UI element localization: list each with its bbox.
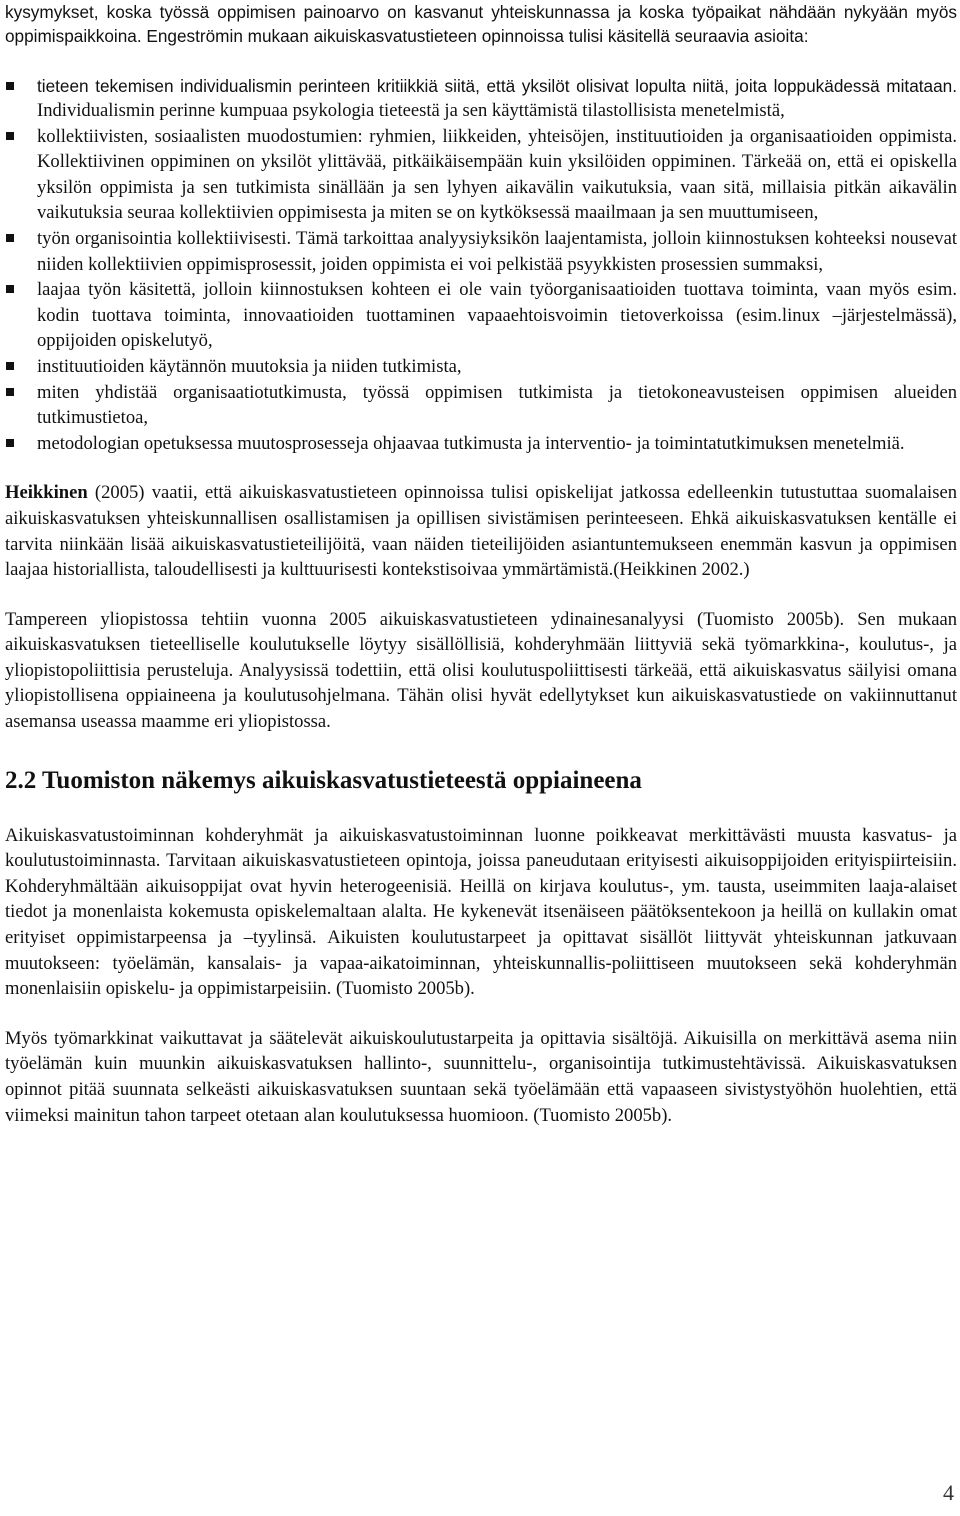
spacer bbox=[5, 735, 957, 765]
myos-paragraph: Myös työmarkkinat vaikuttavat ja säätelevät aikuiskoulutustarpeita ja opittavia sisältöjä. Aikuisilla on merkittävä asema niin työelämän kuin muunkin aikuiskasvatuksen hallinto-, suunnittelu-, organisointija tutkimustehtävissä. Aikuiskasvatuksen opinnot pitää suunnata selkeästi aikuiskasvatuksen suuntaan sekä työelämään että vapaaseen sivistystyöhön huolehtien, että viimeksi mainitun tahon tarpeet otetaan alan koulutuksessa huomioon. (Tuomisto 2005b). bbox=[5, 1027, 957, 1126]
bullet-text: työn organisointia kollektiivisesti. bbox=[37, 227, 292, 249]
aikuis-paragraph: Aikuiskasvatustoiminnan kohderyhmät ja aikuiskasvatustoiminnan luonne poikkeavat merkittävästi muusta kasvatus- ja koulutustoiminnasta. Tarvitaan aikuiskasvatustieteen opintoja, joissa paneudutaan erityisesti aikuisoppijoiden erityispiirteisiin. Kohderyhmältään aikuisoppijat ovat hyvin heterogeenisiä. Heillä on kirjava koulutus-, ym. tausta, useimmiten laaja-alaiset tiedot ja monenlaista kokemusta opiskelemaltaan alalta. He kykenevät itsenäiseen päätöksentekoon ja heillä on kullakin omat erityiset oppimistarpeensa ja –tyylinsä. Aikuisten koulutustarpeet ja opittavat sisällöt liittyvät yhteiskunnan jatkuvaan muutokseen: työelämän, kansalais- ja vapaa-aikatoiminnan, yhteiskunnallis-poliittiseen muutokseen sekä kohderyhmän monenlaisiin opiskelu- ja oppimistarpeisiin. (Tuomisto 2005b). bbox=[5, 824, 957, 1000]
bullet-list bbox=[5, 74, 957, 456]
list-item bbox=[5, 354, 957, 380]
intro-paragraph: kysymykset, koska työssä oppimisen painoarvo on kasvanut yhteiskunnassa ja koska työpaikat nähdään nykyään myös oppimispaikkoina. Engeströmin mukaan aikuiskasvatustieteen opinnoissa tulisi käsitellä seuraavia asioita: bbox=[5, 2, 957, 46]
bullet-text: metodologian opetuksessa muutosprosesseja ohjaavaa tutkimusta ja interventio- ja toimintatutkimuksen menetelmiä. bbox=[37, 432, 905, 454]
paragraph-text: (2005) vaatii, että aikuiskasvatustieteen opinnoissa tulisi opiskelijat jatkossa edelleenkin tutustuttaa suomalaisen aikuiskasvatuksen yhteiskunnallisen osallistamisen ja opillisen sivistämisen perinteeseen. Ehkä aikuiskasvatuksen kentälle ei tarvita niinkään lisää aikuiskasvatustieteilijöitä, vaan näiden tieteilijöiden asiantuntemukseen enemmän kasvun ja oppimisen laajaa historiallista, taloudellisesti ja kulttuurisesti kontekstisoivaa ymmärtämistä.(Heikkinen 2002.) bbox=[5, 482, 957, 581]
heikkinen-paragraph bbox=[5, 480, 957, 582]
bullet-continuation: Tärkeää on, että ei opiskella yksilön oppimista ja sen tutkimista sinällään ja sen lyhyen aikavälin vaikutuksia, vaan sitä, millaisia pitkän aikavälin vaikutuksia seuraa kollektiivien oppimisesta ja miten se on kytköksessä maailmaan ja sen muuttumiseen, bbox=[37, 151, 958, 224]
document-page bbox=[5, 0, 957, 1128]
spacer bbox=[5, 583, 957, 607]
section-heading: 2.2 Tuomiston näkemys aikuiskasvatustieteestä oppiaineena bbox=[5, 766, 642, 794]
bullet-continuation: Tämä tarkoittaa analyysiyksikön laajentamista, jolloin kiinnostuksen kohteeksi nousevat niiden kollektiivien oppimisprosessit, joiden oppimista ei voi pelkistää psyykkisten prosessien summaksi, bbox=[37, 227, 958, 275]
spacer bbox=[5, 1002, 957, 1026]
list-item bbox=[5, 226, 957, 277]
spacer bbox=[5, 797, 957, 823]
page-number: 4 bbox=[943, 1480, 954, 1505]
bullet-text: kollektiivisten, sosiaalisten muodostumien: ryhmien, liikkeiden, yhteisöjen, instituutioiden ja organisaatioiden oppimista. bbox=[37, 125, 957, 147]
list-item bbox=[5, 277, 957, 354]
list-item bbox=[5, 431, 957, 457]
author-name: Heikkinen bbox=[5, 482, 88, 504]
bullet-continuation: Kollektiivinen oppiminen on yksilöt ylittävää, pitkäikäisempään kuin yksilöiden oppiminen. bbox=[37, 151, 736, 173]
bullet-text: tieteen tekemisen individualismin perinteen kritiikkiä siitä, että yksilöt olisivat lopulta niitä, joita loppukädessä mitataan. bbox=[37, 76, 957, 96]
bullet-text: instituutioiden käytännön muutoksia ja niiden tutkimista, bbox=[37, 355, 462, 377]
bullet-continuation: Individualismin perinne kumpuaa psykologia tieteestä ja sen käyttämistä tilastollisista menetelmistä, bbox=[37, 100, 785, 121]
list-item bbox=[5, 74, 957, 124]
spacer bbox=[5, 456, 957, 480]
list-item bbox=[5, 124, 957, 226]
list-item bbox=[5, 380, 957, 431]
bullet-text: laajaa työn käsitettä, jolloin kiinnostuksen kohteen ei ole vain työorganisaatioiden tuottava toiminta, vaan myös esim. kodin tuottava toiminta, innovaatioiden tuottaminen vapaaehtoisvoimin tietoverkoissa (esim.linux –järjestelmässä), oppijoiden opiskelutyö, bbox=[37, 279, 957, 352]
tampere-paragraph: Tampereen yliopistossa tehtiin vuonna 2005 aikuiskasvatustieteen ydinainesanalyysi (Tuomisto 2005b). Sen mukaan aikuiskasvatuksen tieteelliselle koulutukselle löytyy sisällöllisiä, kohderyhmään liittyviä sekä työmarkkina-, koulutus-, ja yliopistopoliittisia perusteluja. Analyysissä todettiin, että olisi koulutuspoliittisesti tärkeää, että aikuiskasvatus säilyisi omana yliopistollisena oppiaineena ja koulutusohjelmana. Tähän olisi hyvät edellytykset kun aikuiskasvatustiede on vakiinnuttanut asemansa useassa maamme eri yliopistossa. bbox=[5, 608, 957, 733]
bullet-text: miten yhdistää organisaatiotutkimusta, työssä oppimisen tutkimista ja tietokoneavusteisen oppimisen alueiden tutkimustietoa, bbox=[37, 381, 957, 429]
